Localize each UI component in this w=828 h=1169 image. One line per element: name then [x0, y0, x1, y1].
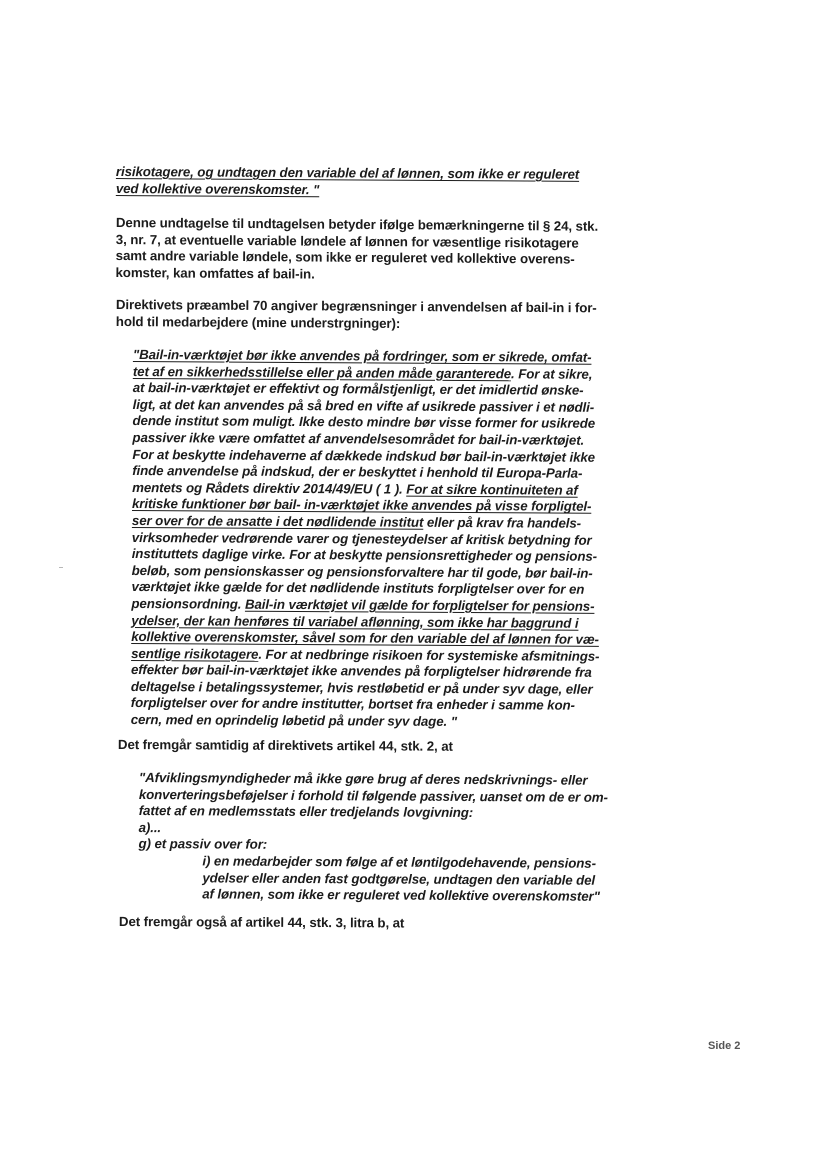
paragraph-line: Det fremgår samtidig af direktivets artikel 44, stk. 2, at	[117, 737, 453, 754]
underlined-text: ydelser, der kan henføres til variabel aflønning, som ikke har baggrund i	[131, 612, 579, 631]
paragraph-line: Direktivets præambel 70 angiver begrænsninger i anvendelsen af bail-in i for-	[115, 297, 597, 316]
underlined-text: sentlige risikotagere	[131, 645, 259, 662]
underlined-text: tet af en sikkerhedsstillelse eller på anden måde garanterede	[132, 363, 512, 381]
quote-line: a)...	[138, 819, 162, 835]
paragraph-line: komster, kan omfattes af bail-in.	[115, 264, 315, 282]
quote-subline: af lønnen, som ikke er reguleret ved kollektive overenskomster"	[202, 886, 600, 904]
quote-line: cern, med en oprindelig løbetid på under syv dage. "	[130, 712, 457, 730]
quote-line: For at beskytte indehaverne af dækkede indskud bør bail-in-værktøjet ikke	[132, 446, 596, 465]
quote-line: instituttets daglige virke. For at beskytte pensionsrettigheder og pensions-	[131, 546, 598, 564]
continued-quote-line: risikotagere, og undtagen den variable del af lønnen, som ikke er reguleret	[115, 164, 580, 182]
page-number: Side 2	[708, 1040, 741, 1052]
paragraph-line: Denne undtagelse til undtagelsen betyder ifølge bemærkningerne til § 24, stk.	[115, 215, 599, 234]
quote-line: fattet af en medlemsstats eller tredjelands lovgivning:	[138, 803, 474, 821]
underlined-text: ser over for de ansatte i det nødlidende institut	[131, 512, 424, 530]
underlined-text: kritiske funktioner bør bail- in-værktøjet ikke anvendes på visse forpligtel-	[131, 496, 592, 515]
quote-line: beløb, som pensionskasser og pensionsforvaltere har til gode, bør bail-in-	[131, 562, 593, 581]
quote-line: værktøjet ikke gælde for det nødlidende instituts forpligtelser over for en	[131, 579, 585, 598]
quote-line: passiver ikke være omfattet af anvendelsesområdet for bail-in-værktøjet.	[132, 429, 585, 448]
paragraph-preamble	[116, 297, 597, 334]
paragraph-line: samt andre variable løndele, som ikke er reguleret ved kollektive overens-	[115, 248, 575, 267]
paragraph-line: 3, nr. 7, at eventuelle variable løndele af lønnen for væsentlige risikotagere	[115, 231, 579, 251]
paragraph-line: Det fremgår også af artikel 44, stk. 3, litra b, at	[118, 914, 405, 931]
continued-quote-line: ved kollektive overenskomster. "	[115, 180, 320, 197]
quote-subline: ydelser eller anden fast godtgørelse, undtagen den variable del	[202, 869, 596, 888]
quote-line: konverteringsbeføjelser i forhold til følgende passiver, uanset om de er om-	[138, 786, 608, 805]
underlined-text: "Bail-in-værktøjet bør ikke anvendes på fordringer, som er sikrede, omfat-	[132, 347, 592, 365]
paragraph-article-44-2	[118, 737, 453, 755]
preamble-70-quote: "Bail-in-værktøjet bør ikke anvendes på fordringer, som er sikrede, omfat- tet af en sikkerhedsstillelse eller på anden måde garanterede. For at sikre, at bail-in-værktøjet er effektivt og formålstjenligt, er det imidlertid ønske- ligt, at det kan anvendes på så bred en vifte af usikrede passiver i et nødli- dende institut som muligt. Ikke desto mindre bør visse former for usikrede passiver ikke være omfattet af anvendelsesområdet for bail-in-værktøjet. For at beskytte indehaverne af dækkede indskud bør bail-in-værktøjet ikke finde anvendelse på indskud, der er beskyttet i henhold til Europa-Parla- mentets og Rådets direktiv 2014/49/EU ( 1 ). For at sikre kontinuiteten af kritiske funktioner bør bail- in-værktøjet ikke anvendes på visse forpligtel- ser over for de ansatte i det nødlidende institut eller på krav fra handels- virksomheder vedrørende varer og tjenesteydelser af kritisk betydning for instituttets daglige virke. For at beskytte pensionsrettigheder og pensions- beløb, som pensionskasser og pensionsforvaltere har til gode, bør bail-in- værktøjet ikke gælde for det nødlidende instituts forpligtelser over for en pensionsordning. Bail-in værktøjet vil gælde for forpligtelser for pensions- ydelser, der kan henføres til variabel aflønning, som ikke har baggrund i kollektive overenskomster, såvel som for den variable del af lønnen for væ- sentlige risikotagere. For at nedbringe risikoen for systemiske afsmitnings- effekter bør bail-in-værktøjet ikke anvendes på forpligtelser hidrørende fra deltagelse i betalingssystemer, hvis restløbetid er på under syv dage, eller forpligtelser over for andre institutter, bortset fra enheder i samme kon- cern, med en oprindelig løbetid på under syv dage. "	[131, 347, 602, 732]
quote-line: effekter bør bail-in-værktøjet ikke anvendes på forpligtelser hidrørende fra	[130, 662, 592, 681]
quote-line: forpligtelser over for andre institutter, bortset fra enheder i samme kon-	[130, 695, 575, 714]
underlined-text: Bail-in værktøjet vil gælde for forpligtelser for pensions-	[244, 596, 595, 614]
paragraph-article-44-3	[119, 914, 404, 932]
paragraph-exception	[115, 215, 598, 285]
quote-line: "Afviklingsmyndigheder må ikke gøre brug af deres nedskrivnings- eller	[138, 770, 588, 788]
paragraph-line: hold til medarbejdere (mine understrgninger):	[115, 313, 401, 331]
article-44-quote	[138, 770, 608, 906]
underlined-text: kollektive overenskomster, såvel som for den variable del af lønnen for væ-	[131, 629, 599, 647]
quote-subline: i) en medarbejder som følge af et løntilgodehavende, pensions-	[202, 853, 597, 871]
quote-line: deltagelse i betalingssystemer, hvis restløbetid er på under syv dage, eller	[130, 678, 593, 697]
quote-line: virksomheder vedrørende varer og tjenesteydelser af kritisk betydning for	[131, 529, 592, 548]
continued-quote	[116, 164, 579, 200]
quote-line: finde anvendelse på indskud, der er beskyttet i henhold til Europa-Parla-	[132, 463, 583, 481]
quote-line: g) et passiv over for:	[138, 836, 268, 853]
quote-line: at bail-in-værktøjet er effektivt og formålstjenligt, er det imidlertid ønske-	[132, 380, 584, 398]
quote-line: ligt, at det kan anvendes på så bred en vifte af usikrede passiver i et nødli-	[132, 396, 595, 415]
quote-line: dende institut som muligt. Ikke desto mindre bør visse former for usikrede	[132, 413, 596, 432]
scan-mark	[59, 567, 63, 568]
underlined-text: For at sikre kontinuiteten af	[406, 481, 578, 498]
